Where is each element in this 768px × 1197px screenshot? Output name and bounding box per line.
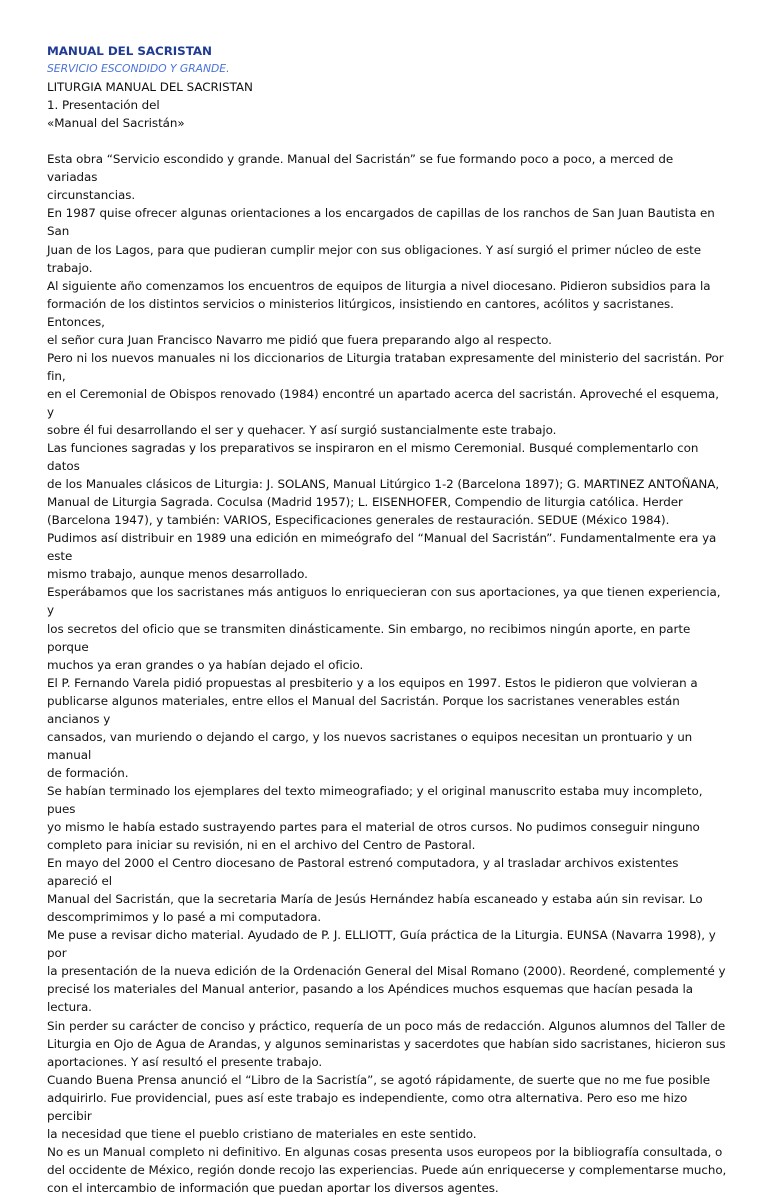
paragraph: Me puse a revisar dicho material. Ayudado de P. J. ELLIOTT, Guía práctica de la Liturgia. EUNSA (Navarra 1998), y por la presentación de la nueva edición de la Ordenación General del Misal Romano (2000). Reordené, complementé y precisé los materiales del Manual anterior, pasando a los Apéndices muchos esquemas que hacían pesada la lectura. Sin perder su carácter de conciso y práctico, requería de un poco más de redacción. Algunos alumnos del Taller de Liturgia en Ojo de Agua de Arandas, y algunos seminaristas y sacerdotes que habían sido sacristanes, hicieron sus aportaciones. Y así resultó el presente trabajo.	[47, 928, 726, 1069]
paragraph: Pero ni los nuevos manuales ni los diccionarios de Liturgia trataban expresamente del ministerio del sacristán. Por fin, en el Ceremonial de Obispos renovado (1984) encontré un apartado acerca del sacristán. Aproveché el esquema, y sobre él fui desarrollando el ser y quehacer. Y así surgió sustancialmente este trabajo.	[47, 350, 724, 437]
paragraph: Esperábamos que los sacristanes más antiguos lo enriquecieran con sus aportaciones, ya que tienen experiencia, y los secretos del oficio que se transmiten dinásticamente. Sin embargo, no recibimos ningún aporte, en parte porque muchos ya eran grandes o ya habían dejado el oficio.	[47, 585, 721, 672]
document-title: MANUAL DEL SACRISTAN	[47, 44, 212, 58]
document-subtitle: SERVICIO ESCONDIDO Y GRANDE.	[47, 62, 230, 76]
paragraph: Esta obra “Servicio escondido y grande. Manual del Sacristán” se fue formando poco a poco, a merced de variadas circunstancias.	[47, 152, 674, 203]
section-number: 1. Presentación del	[47, 98, 160, 113]
paragraph: Pudimos así distribuir en 1989 una edición en mimeógrafo del “Manual del Sacristán”. Fundamentalmente era ya este mismo trabajo, aunque menos desarrollado.	[47, 531, 717, 582]
paragraph: Al siguiente año comenzamos los encuentros de equipos de liturgia a nivel diocesano. Pidieron subsidios para la formación de los distintos servicios o ministerios litúrgicos, insistiendo en cantores, acólitos y sacristanes. Entonces, el señor cura Juan Francisco Navarro me pidió que fuera preparando algo al respecto.	[47, 278, 711, 347]
paragraph: El P. Fernando Varela pidió propuestas al presbiterio y a los equipos en 1997. Estos le pidieron que volvieran a publicarse algunos materiales, entre ellos el Manual del Sacristán. Porque los sacristanes venerables están ancianos y cansados, van muriendo o dejando el cargo, y los nuevos sacristanes o equipos necesitan un prontuario y un manual de formación.	[47, 675, 698, 780]
paragraph: En 1987 quise ofrecer algunas orientaciones a los encargados de capillas de los ranchos de San Juan Bautista en San Juan de los Lagos, para que pudieran cumplir mejor con sus obligaciones. Y así surgió el primer núcleo de este trabajo.	[47, 206, 715, 275]
paragraph: Las funciones sagradas y los preparativos se inspiraron en el mismo Ceremonial. Busqué complementarlo con datos de los Manuales clásicos de Liturgia: J. SOLANS, Manual Litúrgico 1-2 (Barcelona 1897); G. MARTINEZ ANTOÑANA, Manual de Liturgia Sagrada. Coculsa (Madrid 1957); L. EISENHOFER, Compendio de liturgia católica. Herder (Barcelona 1947), y también: VARIOS, Especificaciones generales de restauración. SEDUE (México 1984).	[47, 441, 720, 528]
paragraph: Se habían terminado los ejemplares del texto mimeografiado; y el original manuscrito estaba muy incompleto, pues yo mismo le había estado sustrayendo partes para el material de otros cursos. No pudimos conseguir ninguno completo para iniciar su revisión, ni en el archivo del Centro de Pastoral.	[47, 783, 703, 853]
section-heading: LITURGIA MANUAL DEL SACRISTAN	[47, 80, 253, 95]
blank-line	[47, 132, 727, 150]
paragraph: En mayo del 2000 el Centro diocesano de Pastoral estrenó computadora, y al trasladar archivos existentes apareció el Manual del Sacristán, que la secretaria María de Jesús Hernández había escaneado y estaba aún sin revisar. Lo descomprimimos y lo pasé a mi computadora.	[47, 856, 703, 925]
section-subject: «Manual del Sacristán»	[47, 116, 185, 131]
paragraph: No es un Manual completo ni definitivo. En algunas cosas presenta usos europeos por la bibliografía consultada, o del occidente de México, región donde recojo las experiencias. Puede aún enriquecerse y complementarse mucho, con el intercambio de información que puedan aportar los diversos agentes.	[47, 1144, 727, 1195]
paragraph: Cuando Buena Prensa anunció el “Libro de la Sacristía”, se agotó rápidamente, de suerte que no me fue posible adquirirlo. Fue providencial, pues así este trabajo es independiente, como otra alternativa. Pero eso me hizo percibir la necesidad que tiene el pueblo cristiano de materiales en este sentido.	[47, 1072, 711, 1141]
